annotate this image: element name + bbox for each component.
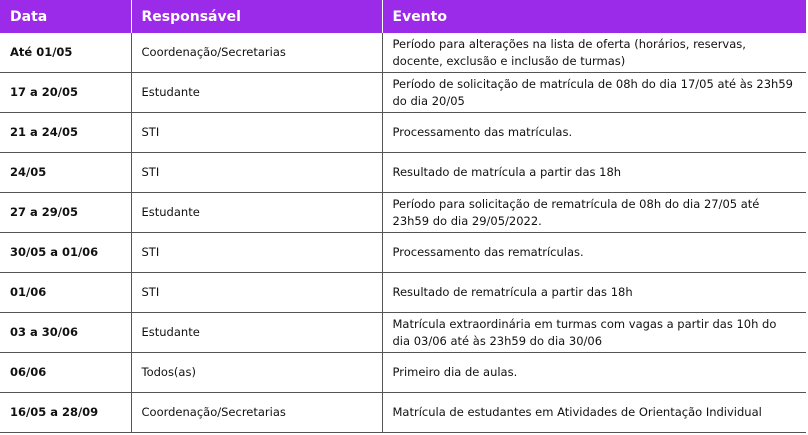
cell-evento: Matrícula extraordinária em turmas com vagas a partir das 10h do dia 03/06 até às 23h59 do dia 30/06 — [382, 313, 806, 353]
cell-responsavel: Estudante — [131, 193, 382, 233]
cell-responsavel: Coordenação/Secretarias — [131, 33, 382, 73]
cell-data: 21 a 24/05 — [0, 113, 131, 153]
cell-responsavel: Estudante — [131, 73, 382, 113]
cell-data: 27 a 29/05 — [0, 193, 131, 233]
cell-evento: Período de solicitação de matrícula de 08h do dia 17/05 até às 23h59 do dia 20/05 — [382, 73, 806, 113]
cell-data: 17 a 20/05 — [0, 73, 131, 113]
cell-data: 30/05 a 01/06 — [0, 233, 131, 273]
cell-data: 06/06 — [0, 353, 131, 393]
cell-evento: Processamento das rematrículas. — [382, 233, 806, 273]
cell-responsavel: STI — [131, 233, 382, 273]
cell-evento: Primeiro dia de aulas. — [382, 353, 806, 393]
table-row — [0, 393, 806, 433]
cell-data: 03 a 30/06 — [0, 313, 131, 353]
cell-data: Até 01/05 — [0, 33, 131, 73]
table-row — [0, 233, 806, 273]
table-row — [0, 73, 806, 113]
header-data: Data — [0, 0, 131, 33]
cell-data: 16/05 a 28/09 — [0, 393, 131, 433]
cell-responsavel: Todos(as) — [131, 353, 382, 393]
cell-responsavel: STI — [131, 153, 382, 193]
table-row — [0, 353, 806, 393]
cell-responsavel: Estudante — [131, 313, 382, 353]
cell-responsavel: Coordenação/Secretarias — [131, 393, 382, 433]
table-header — [0, 0, 806, 33]
table-row — [0, 113, 806, 153]
table-body — [0, 33, 806, 433]
cell-evento: Processamento das matrículas. — [382, 113, 806, 153]
table-row — [0, 153, 806, 193]
cell-data: 01/06 — [0, 273, 131, 313]
cell-evento: Período para solicitação de rematrícula de 08h do dia 27/05 até 23h59 do dia 29/05/2022. — [382, 193, 806, 233]
cell-evento: Resultado de rematrícula a partir das 18h — [382, 273, 806, 313]
cell-evento: Período para alterações na lista de oferta (horários, reservas, docente, exclusão e inclusão de turmas) — [382, 33, 806, 73]
cell-evento: Resultado de matrícula a partir das 18h — [382, 153, 806, 193]
cell-responsavel: STI — [131, 113, 382, 153]
table-row — [0, 313, 806, 353]
header-responsavel: Responsável — [131, 0, 382, 33]
table-row — [0, 273, 806, 313]
cell-evento: Matrícula de estudantes em Atividades de Orientação Individual — [382, 393, 806, 433]
table-row — [0, 33, 806, 73]
header-evento: Evento — [382, 0, 806, 33]
header-row — [0, 0, 806, 33]
cell-responsavel: STI — [131, 273, 382, 313]
table-row — [0, 193, 806, 233]
cell-data: 24/05 — [0, 153, 131, 193]
